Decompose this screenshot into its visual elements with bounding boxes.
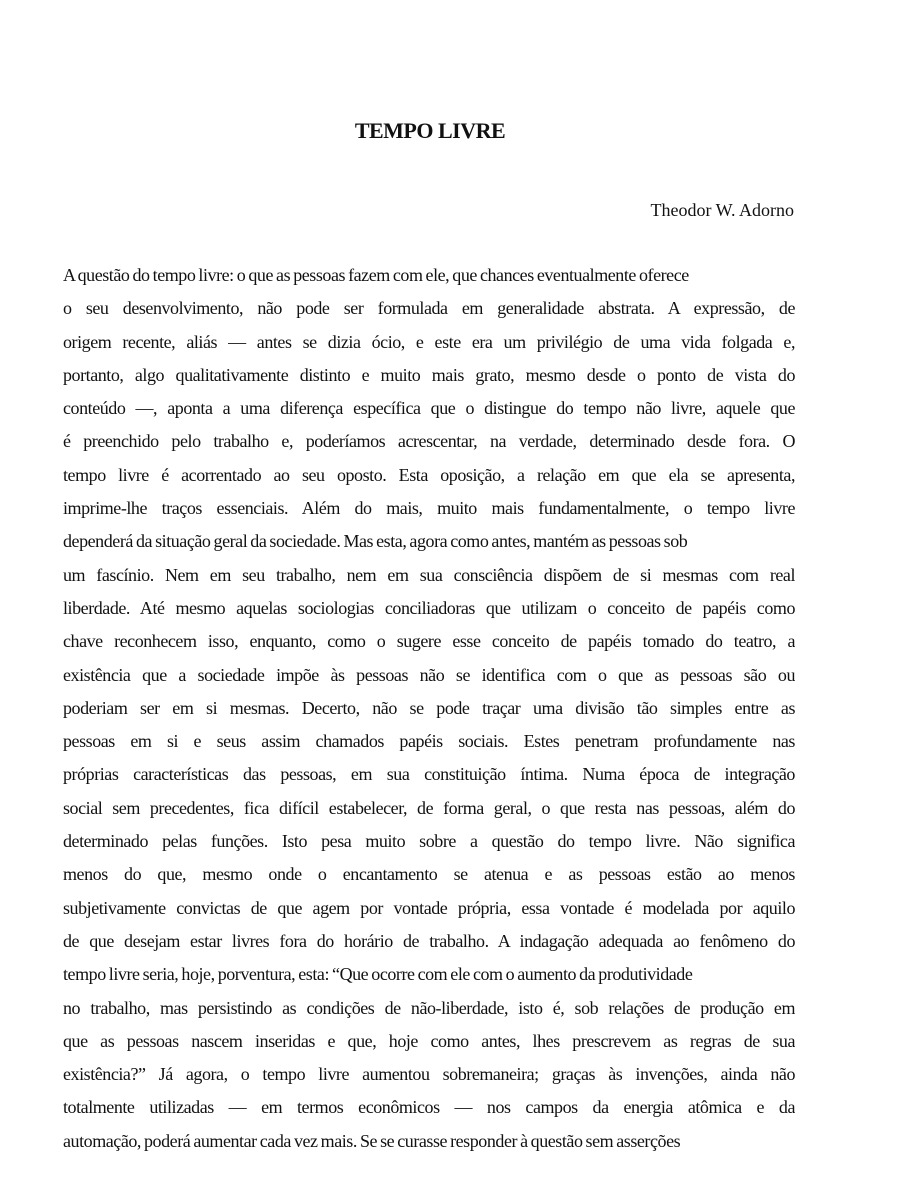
text-line: origem recente, aliás — antes se dizia ócio, e este era um privilégio de uma vida folgada e, (63, 331, 795, 352)
text-line: existência?” Já agora, o tempo livre aumentou sobremaneira; graças às invenções, ainda não (63, 1064, 795, 1085)
text-line: A questão do tempo livre: o que as pessoas fazem com ele, que chances eventualmente oferece (63, 265, 689, 285)
text-line: social sem precedentes, fica difícil estabelecer, de forma geral, o que resta nas pessoas, além do (63, 797, 795, 818)
text-line: no trabalho, mas persistindo as condições de não-liberdade, isto é, sob relações de produção em (63, 997, 795, 1018)
text-line: é preenchido pelo trabalho e, poderíamos acrescentar, na verdade, determinado desde fora. O (63, 431, 795, 452)
text-line: pessoas em si e seus assim chamados papéis sociais. Estes penetram profundamente nas (63, 731, 795, 752)
body-text (63, 259, 795, 1159)
text-line: tempo livre seria, hoje, porventura, esta: “Que ocorre com ele com o aumento da produtividade (63, 964, 693, 985)
text-line: o seu desenvolvimento, não pode ser formulada em generalidade abstrata. A expressão, de (63, 298, 795, 319)
text-line: menos do que, mesmo onde o encantamento se atenua e as pessoas estão ao menos (63, 864, 795, 885)
text-line: um fascínio. Nem em seu trabalho, nem em sua consciência dispõem de si mesmas com real (63, 564, 795, 585)
text-line: imprime-lhe traços essenciais. Além do mais, muito mais fundamentalmente, o tempo livre (63, 498, 795, 519)
document-author: Theodor W. Adorno (650, 200, 794, 220)
text-line: que as pessoas nascem inseridas e que, hoje como antes, lhes prescrevem as regras de sua (63, 1030, 795, 1051)
text-line: portanto, algo qualitativamente distinto e muito mais grato, mesmo desde o ponto de vista do (63, 364, 795, 385)
text-line: subjetivamente convictas de que agem por vontade própria, essa vontade é modelada por aquilo (63, 897, 795, 918)
text-line: existência que a sociedade impõe às pessoas não se identifica com o que as pessoas são ou (63, 664, 795, 685)
document-title: TEMPO LIVRE (354, 118, 506, 143)
text-line: automação, poderá aumentar cada vez mais. Se se curasse responder à questão sem asserções (63, 1130, 681, 1151)
text-line: próprias características das pessoas, em sua constituição íntima. Numa época de integração (63, 764, 795, 785)
text-line: dependerá da situação geral da sociedade. Mas esta, agora como antes, mantém as pessoas sob (63, 531, 688, 552)
text-line: chave reconhecem isso, enquanto, como o sugere esse conceito de papéis tomado do teatro, a (63, 631, 795, 652)
text-line: conteúdo —, aponta a uma diferença específica que o distingue do tempo não livre, aquele que (63, 398, 795, 419)
text-line: determinado pelas funções. Isto pesa muito sobre a questão do tempo livre. Não significa (63, 831, 795, 852)
text-line: totalmente utilizadas — em termos econômicos — nos campos da energia atômica e da (63, 1097, 795, 1118)
text-line: de que desejam estar livres fora do horário de trabalho. A indagação adequada ao fenômeno do (63, 930, 795, 951)
text-line: poderiam ser em si mesmas. Decerto, não se pode traçar uma divisão tão simples entre as (63, 697, 795, 718)
text-line: tempo livre é acorrentado ao seu oposto. Esta oposição, a relação em que ela se apresenta, (63, 464, 795, 485)
text-line: liberdade. Até mesmo aquelas sociologias conciliadoras que utilizam o conceito de papéis como (63, 597, 795, 618)
